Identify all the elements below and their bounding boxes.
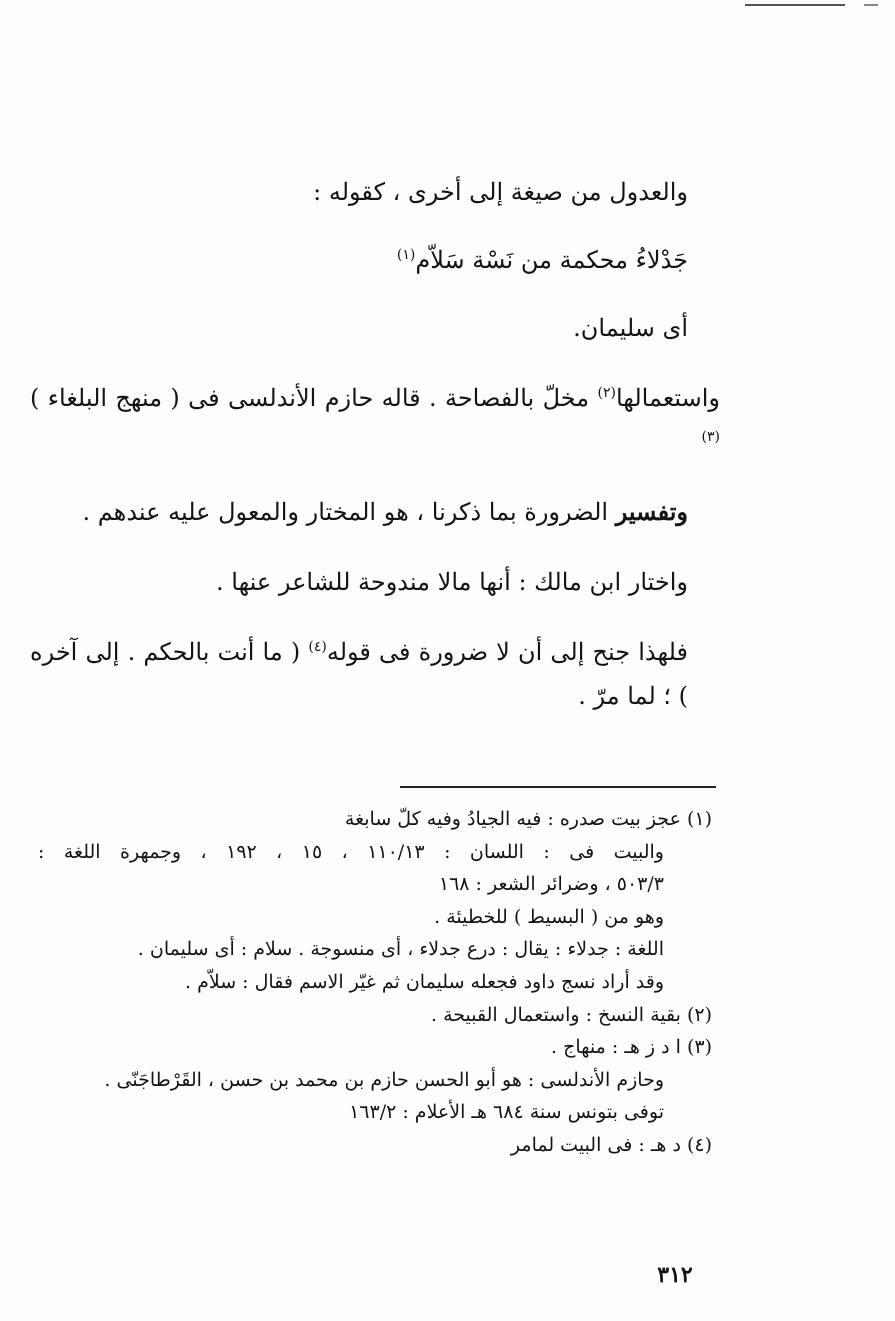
footnote-1-line-5: اللغة : جدلاء : يقال : درع جدلاء ، أى منسوجة . سلام : أى سليمان .: [137, 938, 664, 961]
verse-line: [30, 238, 720, 282]
page-number: ٣١٢: [657, 1262, 693, 1288]
paragraph-3: [30, 376, 720, 464]
paragraph-4: [30, 490, 720, 534]
paragraph-6-rest: ( ما أنت بالحكم . إلى آخره ) ؛ لما مرّ .: [30, 638, 688, 710]
paragraph-1: والعدول من صيغة إلى أخرى ، كقوله :: [313, 178, 688, 206]
paragraph-6-start: فلهذا جنح إلى أن لا ضرورة فى قوله: [326, 638, 688, 666]
paragraph-3-rest: مخلّ بالفصاحة . قاله حازم الأندلسى فى ( منهج البلغاء ): [30, 384, 598, 412]
footnote-ref-3: (٣): [701, 429, 720, 445]
footnote-2: (٢) بقية النسخ : واستعمال القبيحة .: [430, 1003, 712, 1026]
footnote-separator: [400, 786, 716, 788]
footnote-4: (٤) د هـ : فى البيت لمامر: [510, 1133, 712, 1156]
top-edge-mark: [864, 4, 878, 6]
footnote-1-line-3: ٥٠٣/٣ ، وضرائر الشعر : ١٦٨: [438, 873, 664, 896]
footnote-3-line-3: توفى بتونس سنة ٦٨٤ هـ الأعلام : ١٦٣/٢: [349, 1101, 664, 1124]
paragraph-6: [30, 630, 720, 718]
paragraph-5: واختار ابن مالك : أنها مالا مندوحة للشاعر عنها .: [216, 568, 688, 596]
paragraph-2: أى سليمان.: [573, 314, 688, 342]
footnote-3-line-2: وحازم الأندلسى : هو أبو الحسن حازم بن محمد بن حسن ، القَرْطاجَنّى .: [104, 1068, 664, 1091]
footnote-3-line-1: (٣) ا د ز هـ : منهاج .: [551, 1036, 712, 1059]
footnote-ref-4: (٤): [308, 639, 327, 655]
footnote-1-line-2: والبيت فى : اللسان : ١١٠/١٣ ، ١٥ ، ١٩٢ ، وجمهرة اللغة :: [38, 840, 664, 863]
bold-term: وتفسير: [615, 497, 688, 526]
top-edge-rule: [745, 4, 845, 6]
footnote-1-line-4: وهو من ( البسيط ) للخطيئة .: [434, 905, 664, 928]
footnote-1-line-1: (١) عجز بيت صدره : فيه الجيادُ وفيه كلّ سابغة: [344, 808, 712, 830]
footnote-ref-1: (١): [396, 247, 416, 263]
footnotes: [38, 803, 712, 1162]
paragraph-3-start: واستعمالها: [615, 384, 720, 412]
footnote-1-line-6: وقد أراد نسج داود فجعله سليمان ثم غيّر الاسم فقال : سلاّم .: [185, 970, 664, 993]
main-text: [30, 170, 720, 718]
paragraph-4-rest: الضرورة بما ذكرنا ، هو المختار والمعول عليه عندهم .: [82, 498, 616, 526]
footnote-ref-2: (٢): [597, 385, 616, 401]
verse-text: جَدْلاءُ محكمة من نَسْة سَلاّم: [415, 246, 688, 274]
